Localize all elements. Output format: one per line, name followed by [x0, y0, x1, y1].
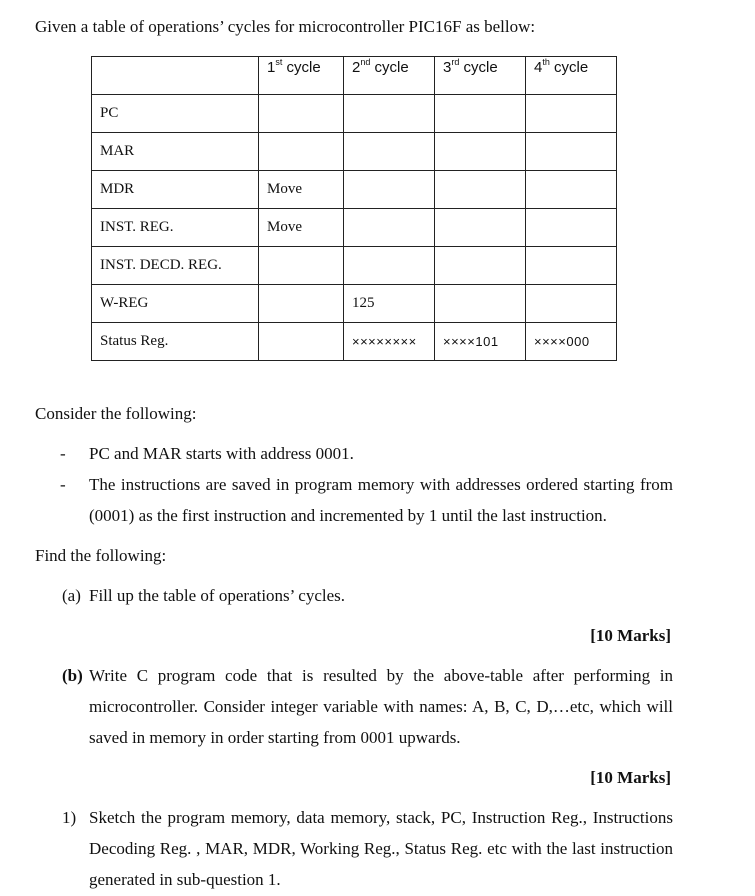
table-cell — [344, 209, 435, 247]
table-cell — [259, 285, 344, 323]
table-header-row — [92, 57, 617, 95]
part-b-text: Write C program code that is resulted by the above-table after performing in microcontroller. Consider integer variable with names: A, B, C, D,…etc, which will saved in memory in order starting from 0001 upwards. — [89, 666, 673, 747]
bullet-dash: - — [60, 444, 66, 463]
table-cell — [259, 133, 344, 171]
table-cell: ××××000 — [526, 323, 617, 361]
table-cell — [526, 285, 617, 323]
row-label: MDR — [92, 171, 259, 209]
header-cycle-4: 4th cycle — [526, 57, 617, 95]
part-b-label: (b) — [62, 666, 83, 685]
table-row-mar — [92, 133, 617, 171]
row-label: PC — [92, 95, 259, 133]
table-cell: Move — [259, 209, 344, 247]
part-1-text: Sketch the program memory, data memory, stack, PC, Instruction Reg., Instructions Decoding Reg. , MAR, MDR, Working Reg., Status Reg. etc with the last instruction generated in sub-question 1. — [89, 808, 673, 889]
part-a-label: (a) — [62, 586, 81, 605]
part-b-marks: [10 Marks] — [590, 768, 671, 787]
header-cycle-3: 3rd cycle — [435, 57, 526, 95]
table-cell — [435, 247, 526, 285]
table-cell: 125 — [344, 285, 435, 323]
operations-cycles-table — [91, 56, 617, 361]
header-cycle-2: 2nd cycle — [344, 57, 435, 95]
table-cell — [344, 95, 435, 133]
row-label: Status Reg. — [92, 323, 259, 361]
table-cell — [526, 171, 617, 209]
table-cell — [344, 133, 435, 171]
table-cell: ××××101 — [435, 323, 526, 361]
row-label: W-REG — [92, 285, 259, 323]
bullet-text: The instructions are saved in program memory with addresses ordered starting from (0001) as the first instruction and incremented by 1 until the last instruction. — [89, 475, 673, 525]
header-cycle-1: 1st cycle — [259, 57, 344, 95]
part-a-marks: [10 Marks] — [590, 626, 671, 645]
part-a-text: Fill up the table of operations’ cycles. — [89, 586, 346, 605]
consider-heading: Consider the following: — [35, 404, 197, 423]
table-cell — [259, 323, 344, 361]
table-cell — [526, 247, 617, 285]
table-cell — [344, 171, 435, 209]
table-cell: Move — [259, 171, 344, 209]
table-cell: ×××××××× — [344, 323, 435, 361]
table-row-mdr — [92, 171, 617, 209]
header-blank-cell — [92, 57, 259, 95]
row-label: MAR — [92, 133, 259, 171]
table-row-inst-decd-reg — [92, 247, 617, 285]
table-cell — [344, 247, 435, 285]
table-cell — [435, 171, 526, 209]
table-cell — [435, 285, 526, 323]
table-cell — [526, 95, 617, 133]
bullet-dash: - — [60, 475, 66, 494]
row-label: INST. DECD. REG. — [92, 247, 259, 285]
table-cell — [259, 95, 344, 133]
table-cell — [259, 247, 344, 285]
bullet-text: PC and MAR starts with address 0001. — [89, 444, 354, 463]
table-cell — [526, 133, 617, 171]
table-cell — [435, 209, 526, 247]
table-row-inst-reg — [92, 209, 617, 247]
table-row-status-reg — [92, 323, 617, 361]
part-1-label: 1) — [62, 808, 77, 827]
table-cell — [526, 209, 617, 247]
table-row-w-reg — [92, 285, 617, 323]
table-row-pc — [92, 95, 617, 133]
table-cell — [435, 95, 526, 133]
row-label: INST. REG. — [92, 209, 259, 247]
intro-text: Given a table of operations’ cycles for microcontroller PIC16F as bellow: — [35, 17, 536, 36]
table-cell — [435, 133, 526, 171]
find-heading: Find the following: — [35, 546, 167, 565]
